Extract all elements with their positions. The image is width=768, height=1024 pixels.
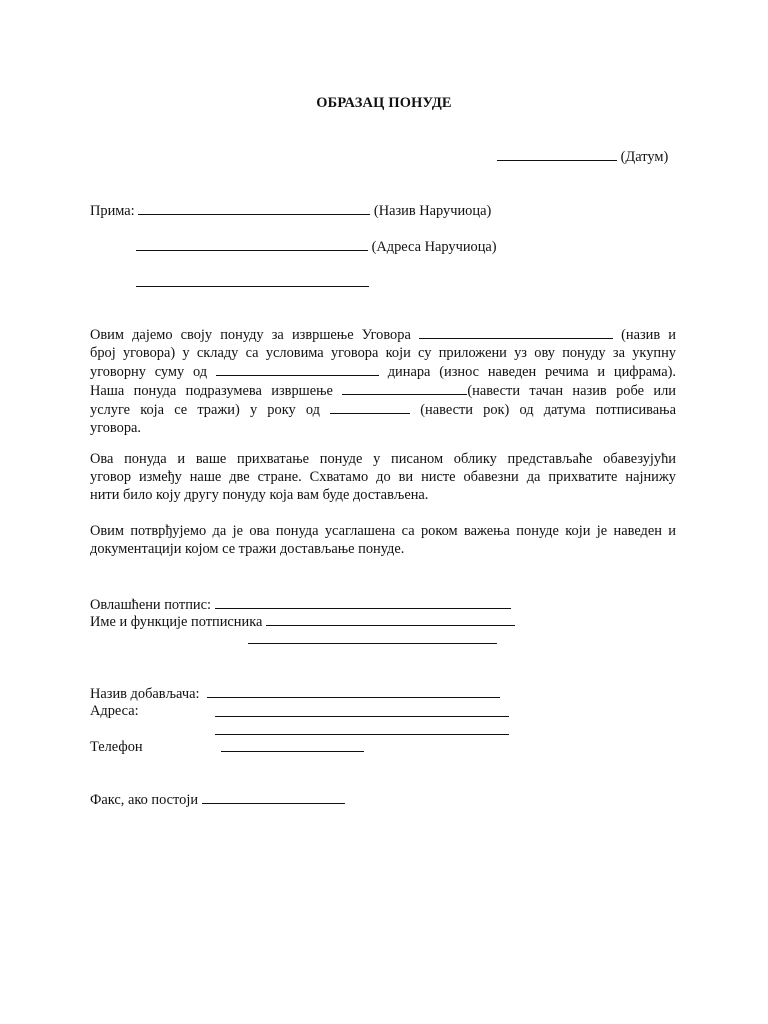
recipient-name-label: (Назив Наручиоца) — [373, 203, 492, 219]
recipient-address-label: (Адреса Наручиоца) — [371, 239, 497, 255]
recipient-label: Прима: — [90, 203, 135, 219]
supplier-address-blank — [215, 703, 509, 717]
recipient-extra-blank — [136, 273, 369, 287]
supplier-name-label: Назив добављача: — [90, 686, 200, 702]
supplier-address-label: Адреса: — [90, 703, 139, 719]
supplier-phone-blank — [221, 738, 364, 752]
signer-extra-blank — [248, 630, 497, 644]
goods-blank — [342, 381, 467, 395]
paragraph2-line: нити било коју другу понуду која вам буде достављена. — [90, 487, 429, 503]
paragraph1-line: уговора. — [90, 420, 142, 436]
signer-name-function-blank — [266, 612, 515, 626]
paragraph1-line: уговорну суму од динара (износ наведен речима и цифрама). — [90, 364, 676, 380]
authorized-signature-label: Овлашћени потпис: — [90, 597, 212, 613]
recipient-extra-row — [136, 273, 369, 292]
offer-paragraph — [90, 325, 676, 437]
paragraph2-line: уговор између наше две стране. Схватамо до ви нисте обавезни да прихватите најнижу — [90, 469, 676, 485]
recipient-row — [90, 201, 491, 220]
paragraph1-line: услуге која се тражи) у року од (навести рок) од датума потписивања — [90, 402, 676, 418]
supplier-fax-row — [90, 790, 345, 809]
paragraph3-line: документацији којом се тражи достављање понуде. — [90, 541, 405, 557]
signer-row — [90, 612, 515, 631]
deadline-blank — [330, 400, 410, 414]
date-row — [497, 147, 668, 166]
signer-name-function-label: Име и функције потписника — [90, 614, 263, 630]
paragraph1-line: број уговора) у складу са условима уговора који су приложени уз ову понуду за укупну — [90, 345, 676, 361]
paragraph1-line: Наша понуда подразумева извршење (навести тачан назив робе или — [90, 383, 676, 399]
supplier-fax-blank — [202, 790, 345, 804]
paragraph1-line: Овим дајемо своју понуду за извршење Уговора (назив и — [90, 327, 676, 343]
document-title: ОБРАЗАЦ ПОНУДЕ — [316, 95, 452, 111]
amount-blank — [216, 362, 379, 376]
paragraph3-line: Овим потврђујемо да је ова понуда усаглашена са роком важења понуде који је наведен и — [90, 523, 676, 539]
signer-extra-row — [248, 630, 497, 649]
supplier-address-blank-2 — [215, 721, 509, 735]
supplier-name-row — [90, 684, 500, 703]
supplier-address-row — [215, 703, 509, 722]
contract-blank — [419, 325, 613, 339]
supplier-phone-label: Телефон — [90, 739, 143, 755]
supplier-name-blank — [207, 684, 500, 698]
date-label: (Датум) — [620, 149, 669, 165]
acceptance-paragraph — [90, 450, 676, 504]
recipient-name-blank — [138, 201, 370, 215]
supplier-fax-label: Факс, ако постоји — [90, 792, 199, 808]
confirmation-paragraph — [90, 522, 676, 558]
paragraph2-line: Ова понуда и ваше прихватање понуде у писаном облику представљаће обавезујући — [90, 451, 676, 467]
date-blank — [497, 147, 617, 161]
recipient-address-row — [136, 237, 497, 256]
supplier-phone-row — [221, 738, 364, 757]
authorized-signature-blank — [215, 595, 511, 609]
recipient-address-blank — [136, 237, 368, 251]
